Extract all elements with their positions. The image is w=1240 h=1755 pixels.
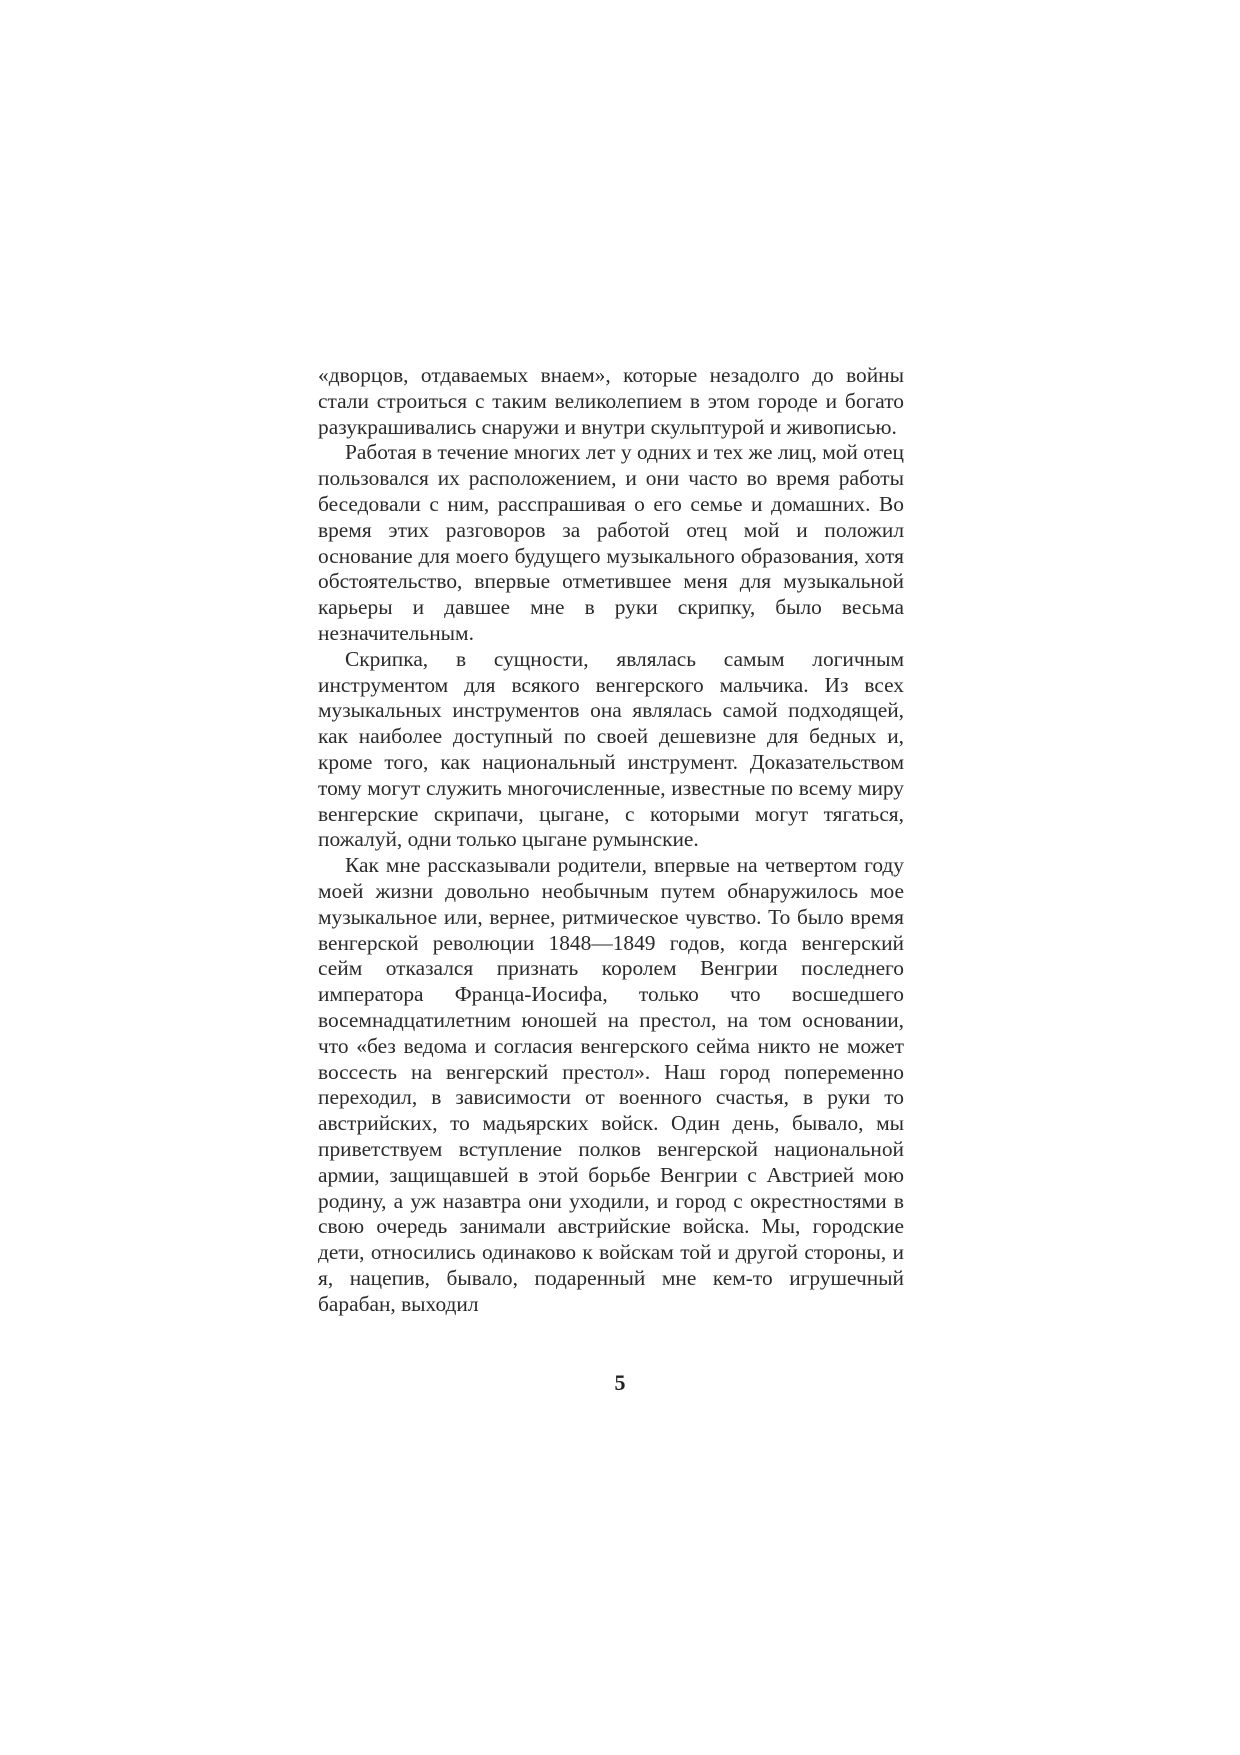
paragraph-4: Как мне рассказывали родители, впервые на четвертом году моей жизни довольно необычным путем обнаружилось мое музыкальное или, вернее, ритмическое чувство. То было время венгерской революции 1848—1849 годов, когда венгерский сейм отказался признать королем Венгрии последнего императора Франца-Иосифа, только что восшедшего восемнадцатилетним юношей на престол, на том основании, что «без ведома и согласия венгерского сейма никто не может воссесть на венгерский престол». Наш город попеременно переходил, в зависимости от военного счастья, в руки то австрийских, то мадьярских войск. Один день, бывало, мы приветствуем вступление полков венгерской национальной армии, защищавшей в этой борьбе Венгрии с Австрией мою родину, а уж назавтра они уходили, и город с окрестностями в свою очередь занимали австрийские войска. Мы, городские дети, относились одинаково к войскам той и другой стороны, и я, нацепив, бывало, подаренный мне кем-то игрушечный барабан, выходил — [318, 853, 904, 1316]
paragraph-1: «дворцов, отдаваемых внаем», которые незадолго до войны стали строиться с таким великолепием в этом городе и богато разукрашивались снаружи и внутри скульптурой и живописью. — [318, 363, 904, 439]
page-number: 5 — [614, 1370, 626, 1395]
body-text — [318, 363, 904, 1317]
paragraph-2: Работая в течение многих лет у одних и тех же лиц, мой отец пользовался их расположением, и они часто во время работы беседовали с ним, расспрашивая о его семье и домашних. Во время этих разговоров за работой отец мой и положил основание для моего будущего музыкального образования, хотя обстоятельство, впервые отметившее меня для музыкальной карьеры и давшее мне в руки скрипку, было весьма незначительным. — [318, 440, 904, 645]
paragraph-3: Скрипка, в сущности, являлась самым логичным инструментом для всякого венгерского мальчика. Из всех музыкальных инструментов она являлась самой подходящей, как наиболее доступный по своей дешевизне для бедных и, кроме того, как национальный инструмент. Доказательством тому могут служить многочисленные, известные по всему миру венгерские скрипачи, цыгане, с которыми могут тягаться, пожалуй, одни только цыгане румынские. — [318, 646, 904, 852]
